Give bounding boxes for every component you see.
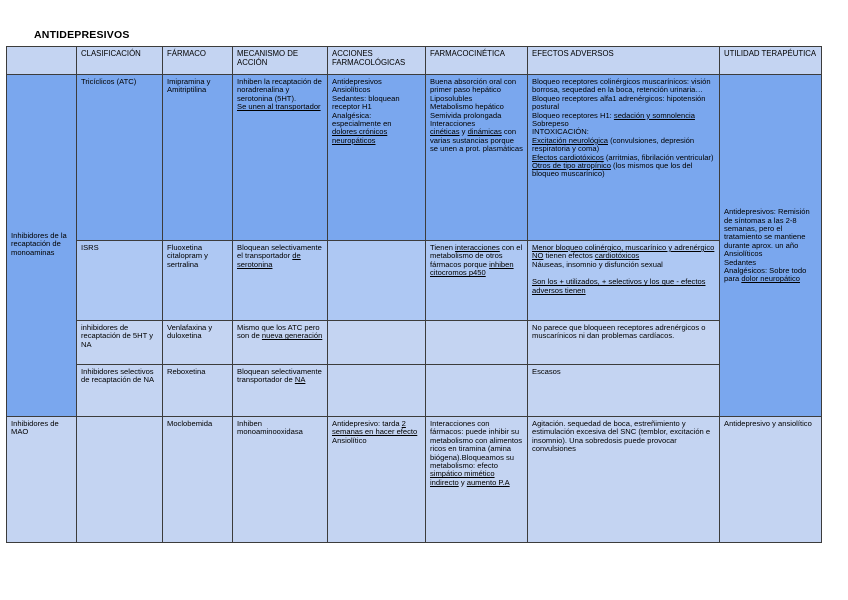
table-row-isrs (7, 241, 822, 321)
atc-fc-y: y (459, 127, 468, 137)
atc-ef-8: (los mismos que los del bloqueo muscarínico) (532, 161, 693, 179)
atc-ef-4: Sobrepeso (532, 119, 569, 129)
mao-acc-1: Antidepresivo: tarda (332, 419, 402, 428)
cell-nari-efectos: Escasos (528, 365, 720, 417)
atc-fc-2: Liposolubles (430, 93, 473, 103)
cell-group1-utilidad (720, 75, 822, 417)
isrs-mec-text: Bloquean selectivamente el transportador (237, 243, 322, 261)
cell-isrs-clasificacion: ISRS (77, 241, 163, 321)
cell-atc-farmaco: Imipramina y Amitriptilina (163, 75, 233, 241)
util-1: Antidepresivos: Remisión de síntomas a las 2-8 semanas, pero el tratamiento se mantiene durante aprox. un año (724, 207, 810, 250)
cell-snri-farmaco: Venlafaxina y duloxetina (163, 321, 233, 365)
nari-mec-text: Bloquean selectivamente transportador de (237, 367, 322, 385)
isrs-ef-2: Náuseas, insomnio y disfunción sexual (532, 259, 663, 269)
atc-ef-6: (convulsiones, depresión respiratoria y coma) (532, 135, 695, 154)
cell-nari-acciones (328, 365, 426, 417)
cell-isrs-farmacocinetica (426, 241, 528, 321)
cell-mao-mecanismo: Inhiben monoaminooxidasa (233, 417, 328, 543)
header-efectos: EFECTOS ADVERSOS (528, 47, 720, 75)
header-empty (7, 47, 77, 75)
cell-atc-farmacocinetica (426, 75, 528, 241)
table-row-atc (7, 75, 822, 241)
cell-isrs-farmaco: Fluoxetina citalopram y sertralina (163, 241, 233, 321)
atc-ef-7: (arritmias, fibrilación ventricular) (603, 152, 714, 162)
mao-fc-aumento: aumento P.A (466, 477, 510, 487)
atc-ef-excitacion: Excitación neurológica (532, 135, 608, 145)
cell-mao-farmacocinetica (426, 417, 528, 543)
nari-mec-underline: NA (294, 375, 306, 385)
isrs-ef-cardio: cardiotóxicos (594, 251, 640, 261)
header-farmacocinetica: FARMACOCINÉTICA (426, 47, 528, 75)
atc-acciones-2: Ansiolíticos (332, 85, 371, 95)
header-utilidad: UTILIDAD TERAPÉUTICA (720, 47, 822, 75)
cell-snri-farmacocinetica (426, 321, 528, 365)
cell-mao-label: Inhibidores de MAO (7, 417, 77, 543)
atc-ef-sedacion: sedación y somnolencia (613, 110, 695, 120)
mao-acc-underline: 2 semanas en hacer efecto (332, 419, 418, 437)
snri-mec-underline: nueva generación (261, 331, 323, 341)
cell-mao-farmaco: Moclobemida (163, 417, 233, 543)
isrs-ef-no: NO (532, 251, 544, 261)
util-dolor-neuropatico: dolor neuropático (741, 274, 800, 284)
cell-snri-mecanismo (233, 321, 328, 365)
mao-fc-1: Interacciones con fármacos: puede inhibir su metabolismo con alimentos ricos en tiramina (amina biógena).Bloqueamos su metabolismo: efecto (430, 419, 523, 471)
cell-nari-mecanismo (233, 365, 328, 417)
atc-ef-3: Bloqueo receptores H1: (532, 110, 614, 120)
table-row-nari (7, 365, 822, 417)
document-title: ANTIDEPRESIVOS (34, 29, 130, 41)
cell-mao-acciones (328, 417, 426, 543)
cell-nari-farmacocinetica (426, 365, 528, 417)
atc-ef-5: INTOXICACIÓN: (532, 127, 589, 137)
mao-acc-2: Ansiolítico (332, 435, 367, 445)
atc-fc-cineticas: cinéticas (430, 127, 460, 137)
cell-snri-clasificacion: inhibidores de recaptación de 5HT y NA (77, 321, 163, 365)
isrs-fc-2: con el metabolismo de otros fármacos porque (430, 243, 523, 269)
atc-fc-3: Metabolismo hepático (430, 102, 504, 112)
cell-nari-clasificacion: Inhibidores selectivos de recaptación de NA (77, 365, 163, 417)
util-4: Analgésicos: Sobre todo para (724, 266, 807, 284)
atc-ef-2: Bloqueo receptores alfa1 adrenérgicos: hipotensión postural (532, 93, 706, 112)
cell-mao-clasificacion (77, 417, 163, 543)
atc-ef-1: Bloqueo receptores colinérgicos muscarínicos: visión borrosa, sequedad en la boca, retención urinaria… (532, 77, 711, 95)
table-row-mao (7, 417, 822, 543)
mao-fc-simpatico: simpático mimético indirecto (430, 469, 495, 487)
atc-fc-dinamicas: dinámicas (467, 127, 502, 137)
cell-isrs-mecanismo (233, 241, 328, 321)
cell-isrs-acciones (328, 241, 426, 321)
isrs-fc-1: Tienen (430, 243, 456, 252)
header-clasificacion: CLASIFICACIÓN (77, 47, 163, 75)
atc-ef-atropinico: Otros de tipo atropínico (532, 161, 611, 171)
antidepressants-table (6, 46, 822, 543)
atc-mecanismo-underline: Se unen al transportador (237, 102, 321, 112)
atc-acciones-4: Analgésica: especialmente en (332, 110, 392, 129)
cell-atc-efectos (528, 75, 720, 241)
cell-mao-efectos: Agitación. sequedad de boca, estreñimiento y estimulación excesiva del SNC (temblor, excitación e insomnio). Una sobredosis puede provocar convulsiones (528, 417, 720, 543)
util-3: Sedantes (724, 257, 757, 267)
cell-snri-acciones (328, 321, 426, 365)
mao-fc-2: y (458, 477, 467, 487)
isrs-fc-interacciones: interacciones (455, 243, 500, 252)
atc-mecanismo-text: Inhiben la recaptación de noradrenalina y serotonina (5HT). (237, 77, 322, 103)
isrs-ef-1: tienen efectos (543, 251, 595, 261)
isrs-mec-underline: de serotonina (237, 251, 301, 269)
cell-atc-mecanismo (233, 75, 328, 241)
cell-snri-efectos: No parece que bloqueen receptores adrenérgicos o muscarínicos ni dan problemas cardíacos. (528, 321, 720, 365)
atc-ef-cardiotoxicos: Efectos cardiotóxicos (532, 152, 604, 162)
atc-fc-4: Semivida prolongada (430, 110, 502, 120)
atc-fc-1: Buena absorción oral con primer paso hepático (430, 77, 517, 95)
atc-fc-5: Interacciones (430, 119, 476, 129)
snri-mec-text: Mismo que los ATC pero son de (237, 323, 320, 341)
header-row (7, 47, 822, 75)
atc-acciones-1: Antidepresivos (332, 77, 382, 86)
isrs-ef-menor: Menor bloqueo colinérgico, muscarínico y adrenérgico (532, 243, 715, 252)
header-mecanismo: MECANISMO DE ACCIÓN (233, 47, 328, 75)
table-row-snri (7, 321, 822, 365)
atc-fc-7: con varias sustancias porque se unen a prot. plasmáticas (430, 127, 523, 154)
atc-acciones-underline: dolores crónicos neuropáticos (332, 127, 388, 145)
cell-atc-acciones (328, 75, 426, 241)
header-acciones: ACCIONES FARMACOLÓGICAS (328, 47, 426, 75)
cell-atc-clasificacion: Tricíclicos (ATC) (77, 75, 163, 241)
isrs-ef-mas-utilizados: Son los + utilizados, + selectivos y los que - efectos adversos tienen (532, 277, 706, 295)
cell-mao-utilidad: Antidepresivo y ansiolítico (720, 417, 822, 543)
group-label-reuptake: Inhibidores de la recaptación de monoaminas (7, 75, 77, 417)
atc-acciones-3: Sedantes: bloquean receptor H1 (332, 93, 400, 112)
header-farmaco: FÁRMACO (163, 47, 233, 75)
cell-nari-farmaco: Reboxetina (163, 365, 233, 417)
util-2: Ansiolíticos (724, 249, 763, 259)
isrs-fc-inhiben: inhiben citocromos p450 (430, 259, 514, 278)
cell-isrs-efectos (528, 241, 720, 321)
